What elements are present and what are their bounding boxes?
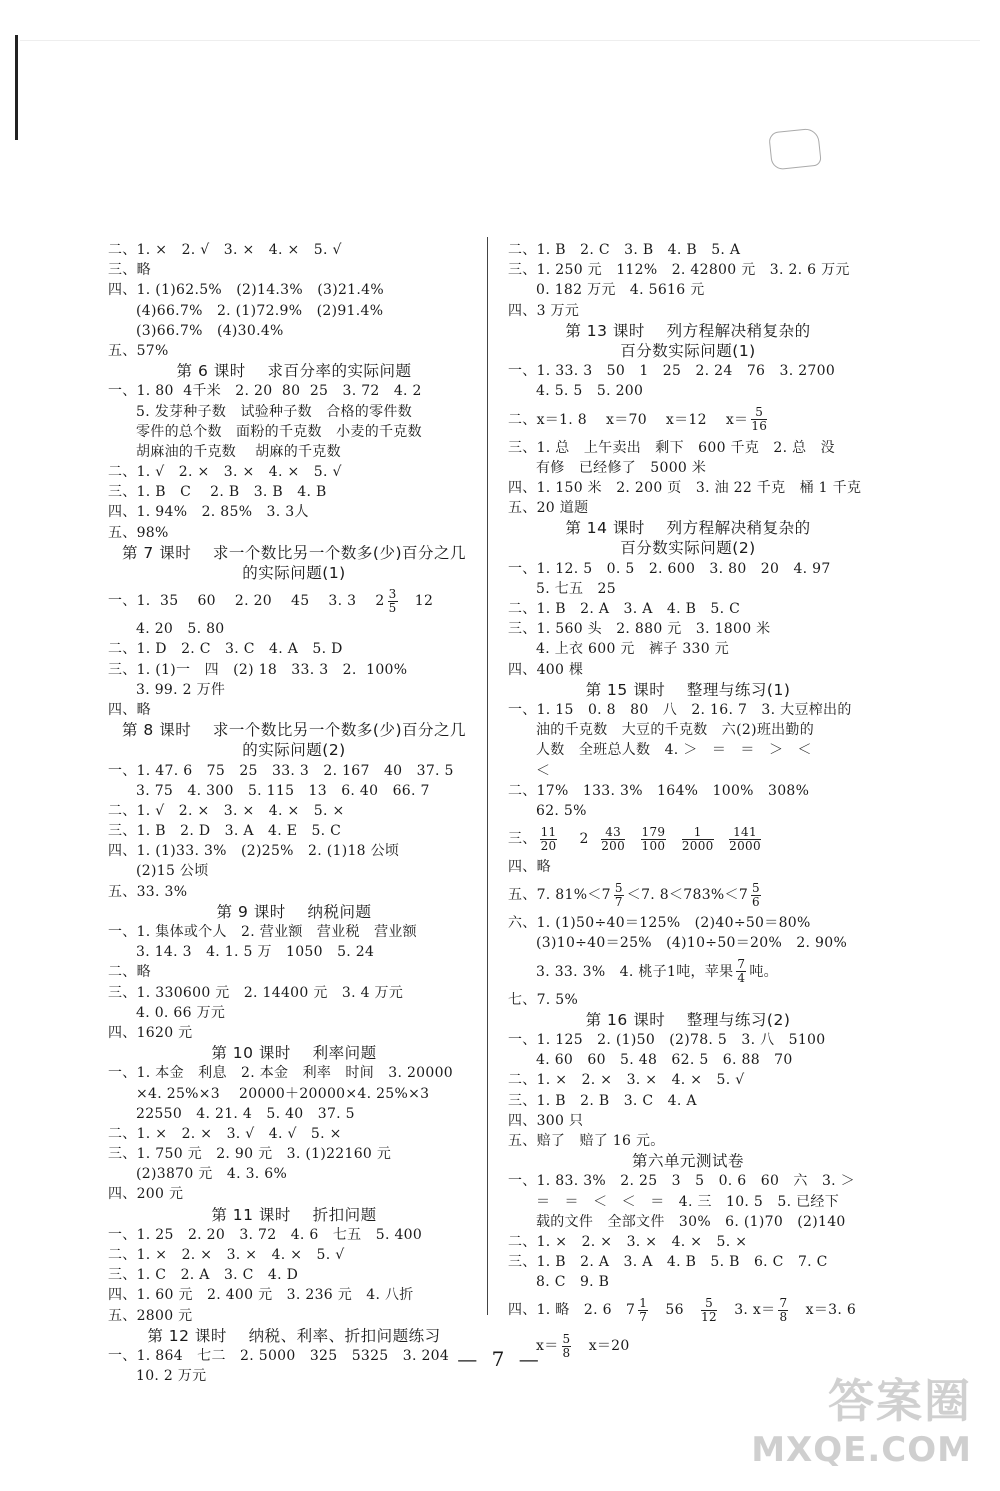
answer-line (508, 619, 868, 639)
answer-text: 七、7. 5% (508, 991, 579, 1008)
fraction-denominator: 2000 (729, 838, 761, 853)
lesson-title (108, 1205, 480, 1225)
answer-text: 三、1. 330600 元 2. 14400 元 3. 4 万元 (108, 984, 404, 1001)
answer-text: 第 9 课时 纳税问题 (216, 902, 372, 921)
fraction-denominator: 12 (701, 1309, 717, 1324)
answer-text: 二、1. B 2. C 3. B 4. B 5. A (508, 242, 741, 258)
fraction (601, 826, 625, 853)
answer-text: 5. 发芽种子数 试验种子数 合格的零件数 (136, 403, 413, 420)
lesson-title (108, 1326, 480, 1346)
answer-line (108, 801, 480, 821)
answer-text: 四、略 (108, 701, 151, 718)
answer-text: 五、7. 81%＜7 (508, 887, 611, 904)
answer-line (508, 1171, 868, 1191)
answer-text: 四、200 元 (108, 1186, 184, 1203)
answer-text: 的实际问题(2) (242, 741, 346, 760)
fraction-denominator: 8 (779, 1309, 788, 1324)
fraction-denominator: 200 (601, 838, 626, 853)
answer-line (108, 1104, 480, 1124)
fraction-numerator: 7 (737, 957, 746, 972)
column-divider (487, 237, 488, 1315)
answer-text: 四、1620 元 (108, 1024, 193, 1041)
answer-line (508, 1252, 868, 1272)
answer-line (108, 301, 480, 321)
answer-line (508, 301, 868, 321)
answer-text: 3. x＝ (719, 1302, 776, 1319)
lesson-title (108, 563, 480, 583)
answer-text: 一、1. 83. 3% 2. 25 3 5 0. 6 60 六 3. ＞ (508, 1173, 855, 1190)
answer-line (508, 1192, 868, 1212)
answer-line (108, 619, 480, 639)
answer-text: 百分数实际问题(1) (620, 341, 756, 360)
answer-line (108, 240, 480, 260)
answer-text: 零件的总个数 面粉的千克数 小麦的千克数 (136, 423, 422, 440)
answer-line (108, 700, 480, 720)
answer-line (108, 1184, 480, 1204)
answer-line (508, 660, 868, 680)
lesson-title (508, 341, 868, 361)
answer-text: 第 10 课时 利率问题 (211, 1044, 377, 1063)
answer-line (508, 280, 868, 300)
answer-line (108, 1265, 480, 1285)
answer-text: (2)3870 元 4. 3. 6% (136, 1166, 288, 1183)
answer-text: 第 11 课时 折扣问题 (211, 1205, 377, 1224)
fraction-numerator: 1 (639, 1295, 648, 1310)
answer-text: 8. C 9. B (536, 1274, 610, 1291)
answer-text: 第六单元测试卷 (631, 1152, 744, 1171)
answer-text: 四、300 只 (508, 1112, 584, 1129)
lesson-title (508, 321, 868, 341)
answer-text: 3. 75 4. 300 5. 115 13 6. 40 66. 7 (136, 782, 430, 799)
answer-line (108, 781, 480, 801)
answer-line (508, 781, 868, 801)
answer-text: 载的文件 全部文件 30% 6. (1)70 (2)140 (536, 1213, 846, 1230)
answer-line (108, 1245, 480, 1265)
answer-line (108, 321, 480, 341)
answer-text: 五、57% (108, 342, 169, 359)
answer-text: 二、1. D 2. C 3. C 4. A 5. D (108, 641, 343, 658)
answer-text: 四、1. (1)33. 3% (2)25% 2. (1)18 公顷 (108, 843, 400, 860)
answer-column-left (108, 240, 480, 1386)
fraction (614, 882, 624, 909)
answer-line (108, 341, 480, 361)
answer-line (508, 720, 868, 740)
fraction-denominator: 5 (388, 600, 397, 615)
answer-line (108, 841, 480, 861)
fraction-numerator: 1 (682, 826, 714, 840)
answer-text: (2)15 公顷 (136, 863, 209, 880)
answer-text: 4. 5. 5 5. 200 (536, 383, 644, 400)
lesson-title (108, 720, 480, 740)
lesson-title (508, 538, 868, 558)
answer-line (108, 260, 480, 280)
answer-line (108, 1144, 480, 1164)
fraction-denominator: 7 (614, 894, 623, 909)
answer-text: 0. 182 万元 4. 5616 元 (536, 282, 705, 299)
fraction (638, 1297, 648, 1324)
lesson-title (108, 1043, 480, 1063)
fraction (729, 826, 761, 853)
answer-line (108, 922, 480, 942)
answer-text: 4. 上衣 600 元 裤子 330 元 (536, 641, 730, 658)
answer-text: 一、1. 25 2. 20 3. 72 4. 6 七五 5. 400 (108, 1226, 423, 1243)
fraction-denominator: 4 (737, 971, 746, 986)
answer-line (108, 942, 480, 962)
answer-line (508, 361, 868, 381)
answer-line (108, 502, 480, 522)
answer-line (508, 1232, 868, 1252)
answer-text: ×4. 25%×3 20000＋20000×4. 25%×3 (136, 1085, 430, 1102)
answer-text: 三、1. 250 元 112% 2. 42800 元 3. 2. 6 万元 (508, 262, 850, 279)
answer-line (108, 583, 480, 619)
answer-line (508, 954, 868, 990)
answer-text: 三、1. B C 2. B 3. B 4. B (108, 484, 327, 501)
answer-text: x＝3. 6 (791, 1302, 857, 1319)
answer-text: 二、1. √ 2. × 3. × 4. × 5. × (108, 802, 345, 819)
answer-text: 四、略 (508, 859, 551, 876)
answer-text: 四、400 棵 (508, 661, 584, 678)
answer-text: 二、1. √ 2. × 3. × 4. × 5. √ (108, 464, 342, 481)
answer-line (508, 1292, 868, 1328)
answer-text: 四、1. 150 米 2. 200 页 3. 油 22 千克 桶 1 千克 (508, 479, 862, 496)
answer-line (108, 1023, 480, 1043)
answer-text: 第 14 课时 列方程解决稍复杂的 (565, 519, 811, 538)
answer-line (508, 801, 868, 821)
answer-line (508, 478, 868, 498)
fraction-denominator: 7 (639, 1309, 648, 1324)
fraction-numerator: 141 (729, 826, 761, 840)
watermark-logo: 答案圈 (828, 1374, 972, 1428)
fraction-numerator: 7 (779, 1295, 788, 1310)
answer-text: 22550 4. 21. 4 5. 40 37. 5 (136, 1105, 355, 1122)
fraction (778, 1297, 788, 1324)
fraction-numerator: 5 (751, 406, 767, 420)
answer-text: 4. 0. 66 万元 (136, 1004, 226, 1021)
lesson-title (508, 518, 868, 538)
answer-text: 四、3 万元 (508, 302, 580, 319)
answer-text: 二、略 (108, 964, 151, 981)
answer-text: x＝20 (574, 1338, 630, 1355)
answer-text: x＝ (536, 1338, 559, 1355)
answer-line (108, 280, 480, 300)
answer-text: ＜7. 8＜783%＜7 (626, 887, 749, 904)
answer-text: 二、1. × 2. √ 3. × 4. × 5. √ (108, 242, 342, 258)
answer-line (508, 1131, 868, 1151)
answer-line (108, 1164, 480, 1184)
watermark (751, 1373, 972, 1471)
fraction-numerator: 5 (614, 880, 623, 895)
answer-text: 五、2800 元 (108, 1307, 193, 1324)
answer-text: 3. 99. 2 万件 (136, 681, 226, 698)
answer-text: 二、1. × 2. × 3. × 4. × 5. √ (108, 1247, 345, 1263)
answer-text: 二、1. × 2. × 3. √ 4. √ 5. × (108, 1125, 342, 1142)
answer-text: 四、1. (1)62.5% (2)14.3% (3)21.4% (108, 282, 384, 299)
answer-text: 三、1. 560 头 2. 880 元 3. 1800 米 (508, 621, 771, 638)
fraction-numerator: 5 (562, 1331, 571, 1346)
answer-text: 3. 33. 3% 4. 桃子1吨，苹果 (536, 963, 734, 980)
fraction-denominator: 6 (752, 894, 760, 909)
answer-text: 三、1. B 2. D 3. A 4. E 5. C (108, 823, 342, 840)
lesson-title (108, 543, 480, 563)
answer-line (108, 1285, 480, 1305)
answer-text: 4. 60 60 5. 48 62. 5 6. 88 70 (536, 1052, 793, 1069)
answer-line (108, 462, 480, 482)
answer-column-right (508, 240, 868, 1364)
answer-text: 第 6 课时 求百分率的实际问题 (176, 362, 412, 381)
fraction-numerator: 5 (701, 1297, 717, 1311)
answer-line (508, 877, 868, 913)
answer-line (508, 381, 868, 401)
answer-text: 三、1. 总 上午卖出 剩下 600 千克 2. 总 没 (508, 439, 835, 456)
answer-text: 5. 七五 25 (536, 580, 616, 597)
answer-line (108, 1063, 480, 1083)
answer-text: 三、1. B 2. B 3. C 4. A (508, 1092, 697, 1109)
answer-text: 3. 14. 3 4. 1. 5 万 1050 5. 24 (136, 944, 375, 961)
answer-line (108, 882, 480, 902)
answer-text: 吨。 (749, 963, 778, 980)
answer-text: 二、17% 133. 3% 164% 100% 308% (508, 782, 810, 799)
answer-text: 10. 2 万元 (136, 1368, 207, 1385)
answer-line (108, 1003, 480, 1023)
answer-text: 三、1. (1)一 四 (2) 18 33. 3 2. 100% (108, 661, 408, 678)
answer-line (508, 639, 868, 659)
answer-text: 一、1. 35 60 2. 20 45 3. 3 2 (108, 593, 385, 610)
answer-line (108, 442, 480, 462)
answer-line (508, 761, 868, 781)
answer-text: 百分数实际问题(2) (620, 539, 756, 558)
answer-line (108, 1306, 480, 1326)
lesson-title (108, 740, 480, 760)
answer-text: 人数 全班总人数 4. ＞ ＝ ＝ ＞ ＜ (536, 742, 812, 759)
fraction-denominator: 100 (641, 838, 666, 853)
answer-text: 六、1. (1)50÷40＝125% (2)40÷50＝80% (508, 915, 811, 932)
answer-line (108, 422, 480, 442)
fraction-numerator: 11 (540, 824, 557, 839)
fraction (641, 826, 667, 853)
answer-line (508, 933, 868, 953)
answer-text: 一、1. 15 0. 8 80 八 2. 16. 7 3. 大豆榨出的 (508, 701, 852, 718)
answer-line (508, 498, 868, 518)
lesson-title (508, 680, 868, 700)
answer-text: (3)10÷40＝25% (4)10÷50＝20% 2. 90% (536, 935, 848, 952)
answer-text: 五、20 道题 (508, 500, 589, 517)
answer-line (508, 740, 868, 760)
answer-text: 一、1. 集体或个人 2. 营业额 营业税 营业额 (108, 924, 417, 940)
answer-line (108, 1124, 480, 1144)
answer-line (108, 639, 480, 659)
answer-line (508, 700, 868, 720)
answer-line (108, 1084, 480, 1104)
answer-text: 四、1. 60 元 2. 400 元 3. 236 元 4. 八折 (108, 1287, 414, 1304)
answer-text: 4. 20 5. 80 (136, 621, 225, 638)
answer-text: 56 (651, 1302, 699, 1319)
answer-line (508, 599, 868, 619)
answer-line (108, 402, 480, 422)
answer-text: ＜ (536, 762, 551, 779)
answer-text: 三、略 (108, 262, 151, 279)
answer-line (108, 1225, 480, 1245)
answer-line (508, 1212, 868, 1232)
answer-line (508, 1070, 868, 1090)
answer-text: 四、1. 略 2. 6 7 (508, 1302, 636, 1319)
answer-line (508, 821, 868, 857)
answer-line (508, 1091, 868, 1111)
fraction (540, 826, 558, 853)
answer-text: 三、1. C 2. A 3. C 4. D (108, 1267, 299, 1284)
answer-line (508, 990, 868, 1010)
answer-text: 第 12 课时 纳税、利率、折扣问题练习 (147, 1326, 441, 1345)
answer-line (108, 861, 480, 881)
answer-text: 一、1. 本金 利息 2. 本金 利率 时间 3. 20000 (108, 1065, 454, 1082)
fraction (682, 826, 714, 853)
fraction-denominator: 16 (751, 419, 768, 433)
answer-text: 有修 已经修了 5000 米 (536, 459, 707, 476)
stamp-logo (768, 127, 822, 170)
answer-text: 第 13 课时 列方程解决稍复杂的 (565, 321, 811, 340)
answer-line (108, 381, 480, 401)
answer-line (108, 660, 480, 680)
answer-text: 油的千克数 大豆的千克数 六(2)班出勤的 (536, 722, 815, 739)
binding-edge-mark (15, 35, 18, 140)
answer-text: 一、1. 80 4千米 2. 20 80 25 3. 72 4. 2 (108, 383, 422, 400)
answer-text: 二、1. B 2. A 3. A 4. B 5. C (508, 601, 741, 617)
answer-text: 的实际问题(1) (242, 564, 346, 582)
answer-line (508, 1111, 868, 1131)
answer-text: 一、1. 12. 5 0. 5 2. 600 3. 80 20 4. 97 (508, 560, 831, 577)
fraction-numerator: 3 (388, 586, 397, 601)
answer-line (508, 559, 868, 579)
answer-line (108, 983, 480, 1003)
answer-line (508, 1272, 868, 1292)
fraction-numerator: 43 (601, 826, 625, 840)
lesson-title (508, 1010, 868, 1030)
answer-text: 62. 5% (536, 802, 587, 819)
scan-edge (20, 40, 980, 41)
fraction-denominator: 8 (562, 1345, 571, 1360)
answer-line (108, 523, 480, 543)
lesson-title (108, 361, 480, 381)
answer-line (508, 1030, 868, 1050)
fraction-numerator: 179 (641, 824, 666, 839)
answer-text: 二、1. × 2. × 3. × 4. × 5. √ (508, 1072, 745, 1089)
answer-text: 第 16 课时 整理与练习(2) (585, 1010, 791, 1029)
fraction (751, 882, 761, 909)
answer-text: 2 (570, 831, 599, 848)
answer-text: ＝ ＝ ＜ ＜ ＝ 4. 三 10. 5 5. 已经下 (536, 1193, 839, 1210)
answer-text: 二、1. × 2. × 3. × 4. × 5. × (508, 1233, 748, 1250)
answer-line (508, 438, 868, 458)
answer-text: 四、1. 94% 2. 85% 3. 3人 (108, 504, 309, 521)
answer-line (108, 962, 480, 982)
answer-text: 第 8 课时 求一个数比另一个数多(少)百分之几 (121, 721, 467, 740)
answer-line (108, 482, 480, 502)
answer-text: 一、1. 47. 6 75 25 33. 3 2. 167 40 37. 5 (108, 762, 454, 779)
answer-text: 五、赔了 赔了 16 元。 (508, 1132, 665, 1149)
answer-text: 三、1. 750 元 2. 90 元 3. (1)22160 元 (108, 1146, 392, 1163)
answer-text: (3)66.7% (4)30.4% (136, 322, 284, 339)
lesson-title (508, 1151, 868, 1171)
answer-line (508, 857, 868, 877)
answer-text: 第 15 课时 整理与练习(1) (585, 680, 791, 699)
answer-line (108, 761, 480, 781)
answer-text: 二、x＝1. 8 x＝70 x＝12 x＝ (508, 411, 749, 428)
answer-text: 第 7 课时 求一个数比另一个数多(少)百分之几 (121, 543, 467, 562)
answer-line (508, 913, 868, 933)
answer-text: 一、1. 125 2. (1)50 (2)78. 5 3. 八 5100 (508, 1032, 826, 1048)
lesson-title (108, 902, 480, 922)
answer-line (508, 579, 868, 599)
answer-text: 一、1. 864 七二 2. 5000 325 5325 3. 204 (108, 1347, 450, 1364)
answer-text: 三、1. B 2. A 3. A 4. B 5. B 6. C 7. C (508, 1254, 828, 1271)
answer-text: 三、 (508, 831, 537, 848)
answer-line (108, 821, 480, 841)
fraction (736, 958, 746, 985)
answer-text: (4)66.7% 2. (1)72.9% (2)91.4% (136, 302, 384, 319)
answer-text: 五、33. 3% (108, 883, 188, 900)
answer-text: 胡麻油的千克数 胡麻的千克数 (136, 443, 341, 460)
answer-line (508, 1050, 868, 1070)
answer-line (508, 402, 868, 438)
fraction (701, 1297, 717, 1324)
fraction-numerator: 5 (752, 880, 760, 895)
page-number: — 7 — (457, 1347, 543, 1371)
fraction-denominator: 2000 (681, 838, 714, 853)
fraction (751, 406, 767, 433)
answer-line (508, 240, 868, 260)
answer-line (508, 458, 868, 478)
fraction-denominator: 20 (540, 838, 557, 853)
answer-text: 一、1. 33. 3 50 1 25 2. 24 76 3. 2700 (508, 363, 836, 380)
answer-line (508, 260, 868, 280)
answer-line (108, 680, 480, 700)
answer-text: 五、98% (108, 524, 169, 541)
fraction (388, 588, 398, 615)
watermark-url: MXQE.COM (751, 1430, 972, 1470)
answer-text: 12 (400, 593, 434, 610)
